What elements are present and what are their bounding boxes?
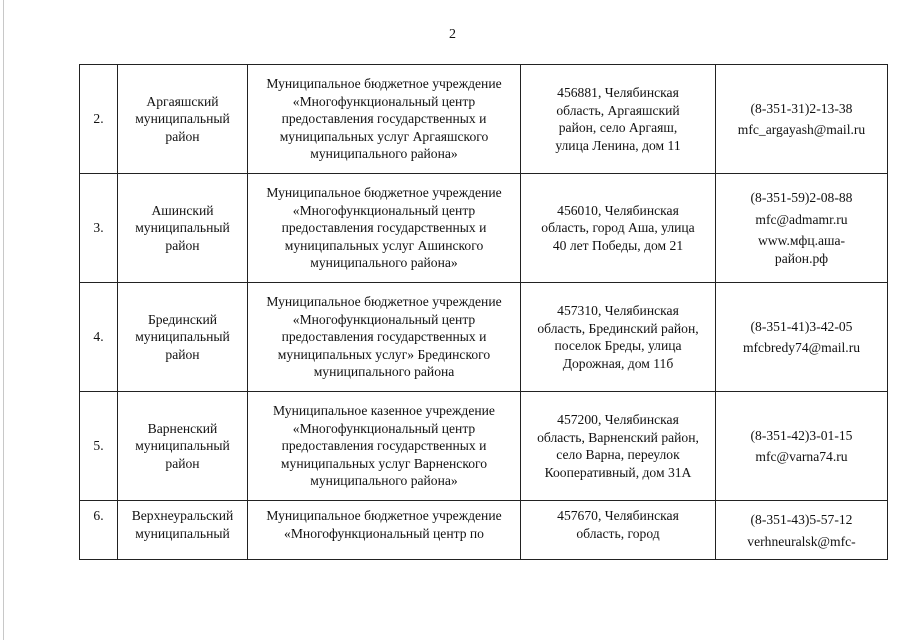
district-line: Ашинский bbox=[151, 202, 214, 218]
address-cell bbox=[521, 283, 716, 392]
website-address bbox=[718, 232, 885, 267]
address-line: 456881, Челябинская bbox=[557, 85, 679, 100]
organization-line: предоставления государственных и bbox=[281, 111, 487, 127]
district-cell bbox=[118, 392, 248, 501]
email-address: verhneuralsk@mfc- bbox=[747, 533, 856, 549]
organization-line: Муниципальное бюджетное учреждение bbox=[266, 76, 502, 92]
district-line: муниципальный bbox=[135, 525, 230, 541]
organization-line: Муниципальное бюджетное учреждение bbox=[266, 294, 502, 310]
district-line: район bbox=[165, 128, 200, 144]
organization-cell bbox=[248, 392, 521, 501]
organization-line: муниципальных услуг Аргаяшского bbox=[279, 128, 489, 144]
district-line: Аргаяшский bbox=[146, 93, 219, 109]
organization-line: Муниципальное бюджетное учреждение bbox=[266, 508, 502, 523]
table-row bbox=[80, 501, 888, 560]
email-address: mfc@admamr.ru bbox=[755, 211, 848, 227]
organization-line: муниципальных услуг Ашинского bbox=[284, 237, 484, 253]
address-line: область, Аргаяшский bbox=[556, 102, 680, 118]
district-line: муниципальный bbox=[135, 111, 230, 127]
organization-line: муниципального района» bbox=[310, 255, 458, 271]
organization-line: предоставления государственных и bbox=[281, 220, 487, 236]
table-row bbox=[80, 65, 888, 174]
district-line: муниципальный bbox=[135, 220, 230, 236]
organization-cell bbox=[248, 283, 521, 392]
address-line: Кооперативный, дом 31А bbox=[544, 464, 692, 480]
address-line: село Варна, переулок bbox=[556, 447, 680, 462]
organization-cell bbox=[248, 65, 521, 174]
website-line: www.мфц.аша- bbox=[757, 233, 846, 248]
organization-line: муниципального района» bbox=[310, 146, 458, 162]
email-address: mfc_argayash@mail.ru bbox=[737, 122, 866, 137]
contacts-cell bbox=[716, 283, 888, 392]
page-number: 2 bbox=[449, 27, 456, 42]
row-number: 3. bbox=[80, 174, 118, 283]
address-cell bbox=[521, 65, 716, 174]
organization-line: «Многофункциональный центр bbox=[292, 202, 476, 218]
contacts-cell bbox=[716, 65, 888, 174]
district-line: район bbox=[165, 346, 200, 362]
phone-number: (8-351-42)3-01-15 bbox=[750, 427, 853, 443]
organization-cell bbox=[248, 174, 521, 283]
row-number: 2. bbox=[80, 65, 118, 174]
district-cell bbox=[118, 501, 248, 560]
district-line: Варненский bbox=[147, 420, 218, 436]
district-cell bbox=[118, 283, 248, 392]
phone-number: (8-351-43)5-57-12 bbox=[750, 512, 853, 527]
contacts-cell bbox=[716, 501, 888, 560]
contacts-cell bbox=[716, 174, 888, 283]
organization-line: предоставления государственных и bbox=[281, 329, 487, 345]
address-line: 457670, Челябинская bbox=[557, 508, 679, 523]
organization-line: «Многофункциональный центр bbox=[292, 93, 476, 109]
organization-line: «Многофункциональный центр по bbox=[284, 525, 484, 541]
address-line: область, город Аша, улица bbox=[541, 220, 695, 236]
row-number: 5. bbox=[80, 392, 118, 501]
district-cell bbox=[118, 65, 248, 174]
address-line: область, Брединский район, bbox=[537, 320, 699, 336]
organization-line: Муниципальное казенное учреждение bbox=[273, 403, 495, 419]
organization-line: предоставления государственных и bbox=[281, 438, 487, 454]
table-row bbox=[80, 283, 888, 392]
address-cell bbox=[521, 174, 716, 283]
address-line: район, село Аргаяш, bbox=[558, 120, 678, 135]
organization-line: муниципального района bbox=[313, 364, 455, 380]
address-cell bbox=[521, 501, 716, 560]
organization-line: «Многофункциональный центр bbox=[292, 420, 476, 436]
table-row bbox=[80, 174, 888, 283]
organization-cell bbox=[248, 501, 521, 560]
email-address: mfcbredy74@mail.ru bbox=[742, 340, 861, 355]
contacts-cell bbox=[716, 392, 888, 501]
address-line: область, Варненский район, bbox=[537, 429, 699, 445]
district-line: муниципальный bbox=[135, 329, 230, 345]
district-cell bbox=[118, 174, 248, 283]
organization-line: муниципальных услуг Варненского bbox=[280, 455, 488, 471]
district-line: район bbox=[165, 237, 200, 253]
organization-line: Муниципальное бюджетное учреждение bbox=[266, 185, 502, 201]
district-line: Брединский bbox=[147, 311, 218, 327]
row-number: 4. bbox=[80, 283, 118, 392]
district-line: Верхнеуральский bbox=[131, 508, 234, 523]
table-row bbox=[80, 392, 888, 501]
district-line: район bbox=[165, 455, 200, 471]
phone-number: (8-351-59)2-08-88 bbox=[750, 190, 853, 205]
address-line: 456010, Челябинская bbox=[557, 202, 679, 218]
page-left-edge bbox=[3, 0, 4, 640]
website-line: район.рф bbox=[774, 250, 829, 266]
address-line: 457310, Челябинская bbox=[557, 303, 679, 318]
phone-number: (8-351-41)3-42-05 bbox=[750, 318, 853, 334]
organization-line: муниципальных услуг» Брединского bbox=[277, 346, 491, 362]
organization-line: «Многофункциональный центр bbox=[292, 311, 476, 327]
email-address: mfc@varna74.ru bbox=[755, 449, 848, 464]
address-line: улица Ленина, дом 11 bbox=[555, 137, 681, 153]
address-line: поселок Бреды, улица bbox=[554, 338, 682, 353]
address-line: область, город bbox=[576, 525, 660, 541]
mfc-registry-table bbox=[79, 64, 888, 560]
district-line: муниципальный bbox=[135, 438, 230, 454]
phone-number: (8-351-31)2-13-38 bbox=[750, 100, 853, 116]
row-number: 6. bbox=[80, 501, 118, 560]
address-cell bbox=[521, 392, 716, 501]
organization-line: муниципального района» bbox=[310, 473, 458, 489]
address-line: Дорожная, дом 11б bbox=[562, 355, 674, 371]
address-line: 457200, Челябинская bbox=[557, 412, 679, 427]
address-line: 40 лет Победы, дом 21 bbox=[552, 237, 684, 253]
